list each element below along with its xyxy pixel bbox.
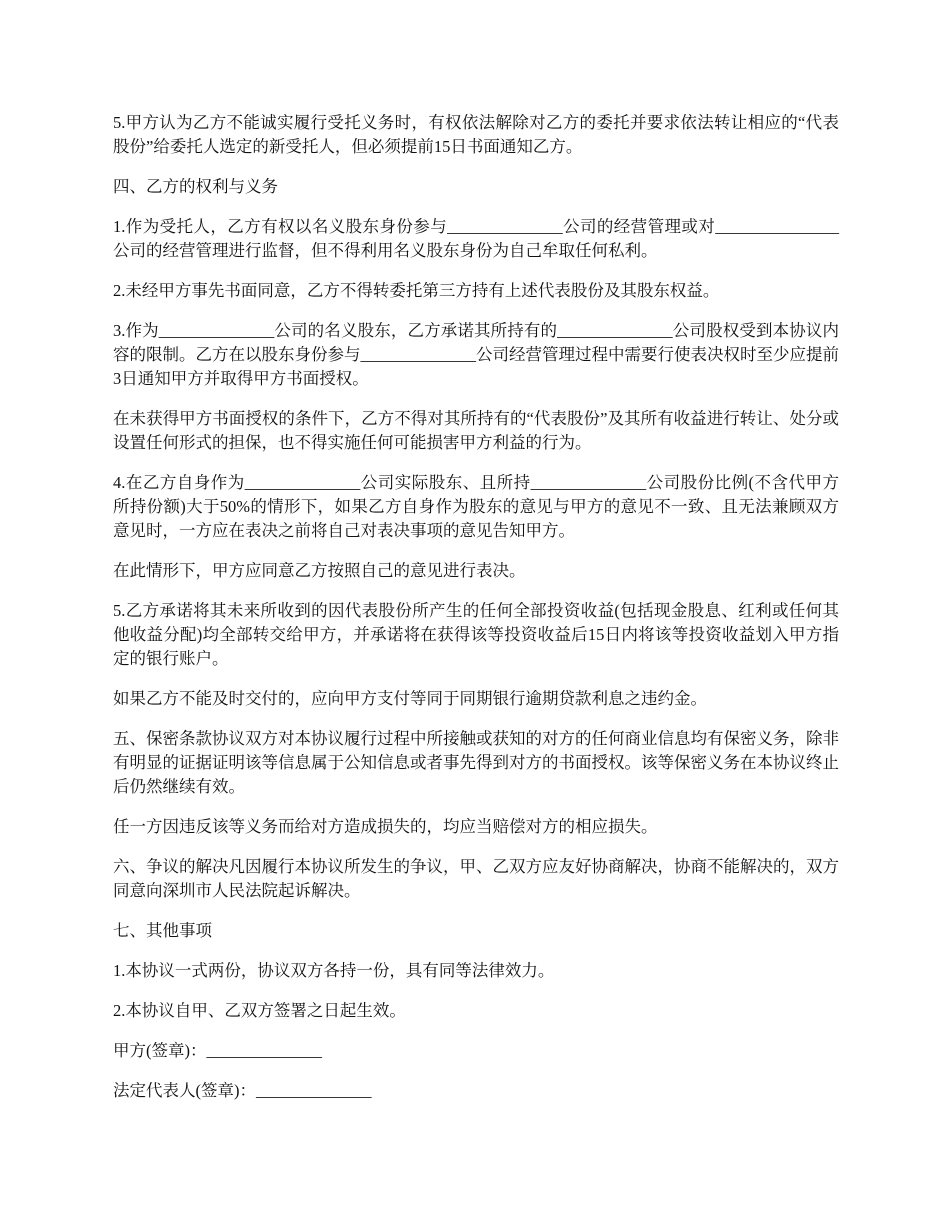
clause-3-voting-authorization: 3.作为______________公司的名义股东，乙方承诺其所持有的______________公司股权受到本协议内容的限制。乙方在以股东身份参与______________公司经营管理过程中需要行使表决权时至少应提前3日通知甲方并取得甲方书面授权。 bbox=[113, 321, 839, 388]
clause-4-majority-shareholder: 4.在乙方自身作为______________公司实际股东、且所持______________公司股份比例(不含代甲方所持份额)大于50%的情形下，如果乙方自身作为股东的意见与甲方的意见不一致、且无法兼顾双方意见时，一方应在表决之前将自己对表决事项的意见告知甲方。 bbox=[113, 473, 839, 540]
clause-3-restriction: 在未获得甲方书面授权的条件下，乙方不得对其所持有的“代表股份”及其所有收益进行转让、处分或设置任何形式的担保，也不得实施任何可能损害甲方利益的行为。 bbox=[113, 409, 839, 452]
section-heading-other-matters: 七、其他事项 bbox=[113, 921, 212, 940]
other-2-effective-date: 2.本协议自甲、乙双方签署之日起生效。 bbox=[113, 1001, 406, 1020]
clause-5-investment-income: 5.乙方承诺将其未来所收到的因代表股份所产生的任何全部投资收益(包括现金股息、红利或任何其他收益分配)均全部转交给甲方，并承诺将在获得该等投资收益后15日内将该等投资收益划入甲方指定的银行账户。 bbox=[113, 601, 839, 668]
section-confidentiality: 五、保密条款协议双方对本协议履行过程中所接触或获知的对方的任何商业信息均有保密义务，除非有明显的证据证明该等信息属于公知信息或者事先得到对方的书面授权。该等保密义务在本协议终止后仍然继续有效。 bbox=[113, 729, 839, 796]
clause-2-no-sub-delegation: 2.未经甲方事先书面同意，乙方不得转委托第三方持有上述代表股份及其股东权益。 bbox=[113, 281, 720, 300]
clause-5-penalty: 如果乙方不能及时交付的，应向甲方支付等同于同期银行逾期贷款利息之违约金。 bbox=[113, 689, 707, 708]
document-body bbox=[113, 111, 839, 1119]
other-1-copies: 1.本协议一式两份，协议双方各持一份，具有同等法律效力。 bbox=[113, 961, 555, 980]
section-dispute-resolution: 六、争议的解决凡因履行本协议所发生的争议，甲、乙双方应友好协商解决，协商不能解决的，双方同意向深圳市人民法院起诉解决。 bbox=[113, 857, 839, 900]
clause-5-termination: 5.甲方认为乙方不能诚实履行受托义务时，有权依法解除对乙方的委托并要求依法转让相应的“代表股份”给委托人选定的新受托人，但必须提前15日书面通知乙方。 bbox=[113, 113, 839, 156]
clause-4-consent: 在此情形下，甲方应同意乙方按照自己的意见进行表决。 bbox=[113, 561, 526, 580]
clause-1-participation: 1.作为受托人，乙方有权以名义股东身份参与______________公司的经营管理或对_______________公司的经营管理进行监督，但不得利用名义股东身份为自己牟取任何私利。 bbox=[113, 217, 839, 260]
confidentiality-damages: 任一方因违反该等义务而给对方造成损失的，均应当赔偿对方的相应损失。 bbox=[113, 817, 658, 836]
signature-party-a: 甲方(签章)：______________ bbox=[113, 1041, 322, 1060]
signature-legal-representative: 法定代表人(签章)：______________ bbox=[113, 1081, 372, 1100]
section-heading-party-b-rights: 四、乙方的权利与义务 bbox=[113, 177, 278, 196]
